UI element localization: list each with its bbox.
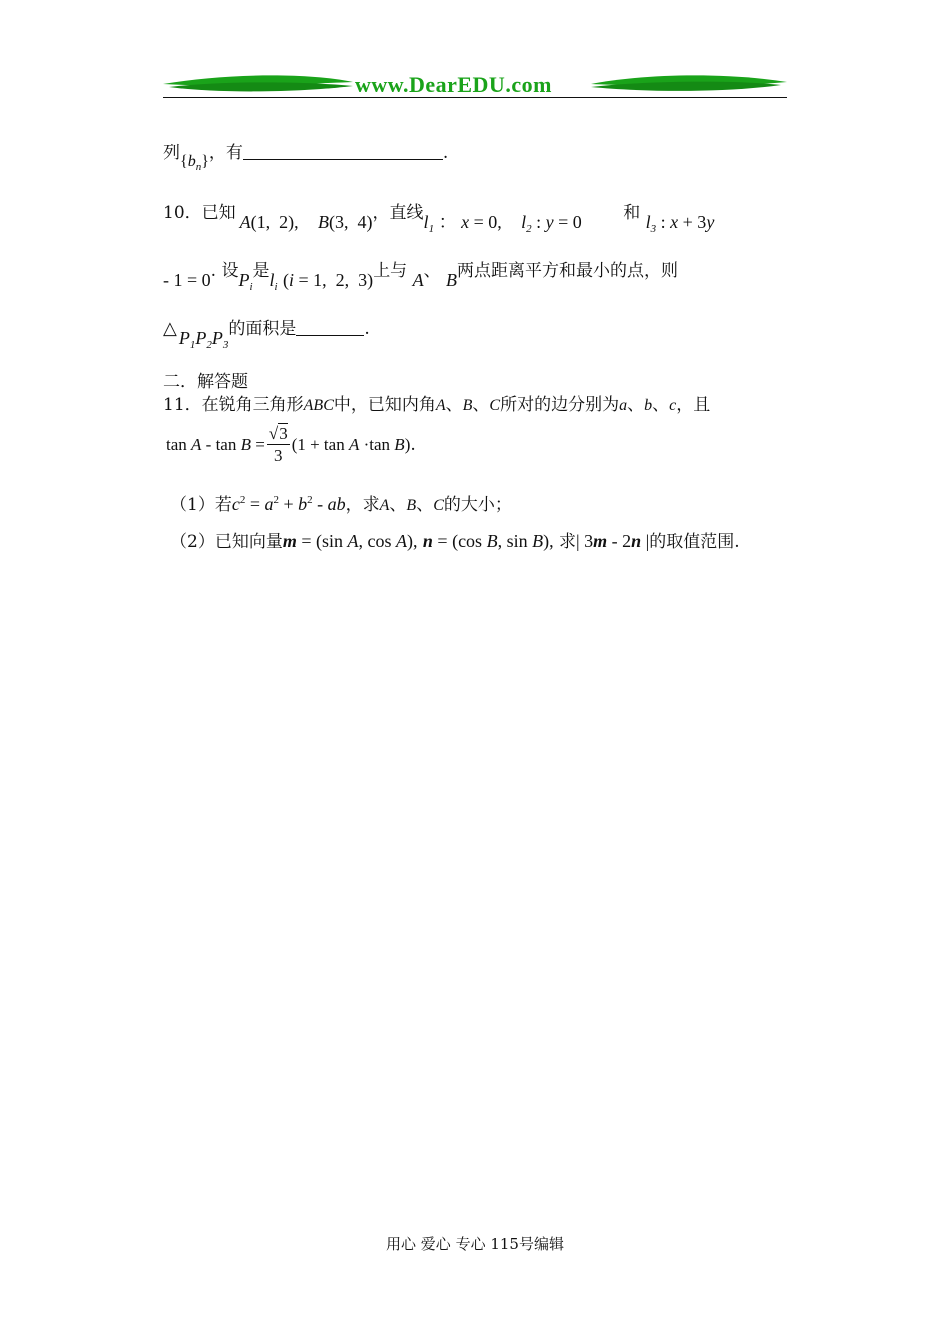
q10-line-1 (163, 198, 714, 235)
q10-comma-line: ，直线 (372, 203, 424, 223)
q10-li: $l_i$ (269, 270, 278, 293)
q11-part-2: （2）已知向量m = (sin A, cos A), n = (cos B, sin B), 求| 3m - 2n |的取值范围. (170, 531, 740, 552)
q10-range: (i = 1, 2, 3) (283, 270, 374, 290)
q10-answer-blank (296, 335, 364, 336)
q9-have: 有 (225, 143, 243, 163)
q10-rest: 两点距离平方和最小的点，则 (457, 261, 678, 281)
q9-answer-blank (243, 159, 443, 160)
q11-abs-expression: | 3m - 2n | (575, 531, 650, 551)
q10-point-b: B(3, 4) (318, 212, 373, 232)
q11-intro: 11．在锐角三角形ABC中，已知内角A、B、C所对的边分别为a、b、c，且 (163, 395, 711, 415)
q11-part1-condition: $c^2 = a^2 + b^2$ - ab (231, 494, 346, 514)
q10-b: B (446, 270, 457, 290)
q10-point-a: A(1, 2), (239, 212, 299, 232)
page-footer: 用心 爱心 专心 115号编辑 (386, 1235, 564, 1253)
q10-end: . (364, 319, 370, 339)
q11-eq-end: . (410, 435, 416, 455)
q9-end: . (442, 143, 449, 163)
q11-vector-n: n = (cos B, sin B), (422, 531, 554, 551)
q11-part-1: （1）若$c^2 = a^2 + b^2$ - ab，求A、B、C的大小； (170, 494, 512, 515)
q10-line-3 (163, 314, 370, 351)
q10-number: 10．已知 (163, 203, 236, 223)
q9-sep: ， (208, 143, 226, 163)
q10-a: A (412, 270, 424, 290)
section-title: 二．解答题 (163, 372, 248, 392)
q10-area-label: 的面积是 (228, 319, 297, 339)
q10-line-2 (163, 256, 678, 293)
q11-eq-left: tan A - tan B = (166, 435, 265, 454)
q10-set: 设 (221, 261, 239, 281)
q10-and: 和 (623, 203, 641, 223)
q9-sequence: $\{b_n\}$ (180, 153, 209, 173)
q10-l2: $l_2$ : y = 0 (521, 212, 582, 235)
site-url-logo: www.DearEDU.com (355, 72, 552, 97)
q10-dunhao: 、 (423, 261, 441, 281)
q11-vector-m: m = (sin A, cos A), (282, 531, 418, 551)
q10-l3: $l_3$ : x + 3y (645, 212, 715, 235)
q10-pi: $P_i$ (238, 270, 253, 293)
q9-prefix: 列 (163, 143, 180, 163)
q10-is: 是 (252, 261, 270, 281)
q10-dot: . (210, 261, 217, 281)
q10-l3-tail: - 1 = 0 (163, 270, 211, 290)
q11-fraction: $\frac{√3}{3}$ (268, 424, 288, 465)
q10-onwith: 上与 (373, 261, 408, 281)
header-rule (163, 97, 787, 98)
q11-given-equation (166, 424, 416, 467)
triangle-icon: △ (163, 318, 177, 339)
q11-eq-right: (1 + tan A ·tan B) (291, 435, 411, 454)
q9-tail-line (163, 138, 448, 173)
q10-l1: $l_1$ ： x = 0, (423, 212, 502, 235)
q10-triangle-vertices: $P_1P_2P_3$ (178, 328, 229, 351)
